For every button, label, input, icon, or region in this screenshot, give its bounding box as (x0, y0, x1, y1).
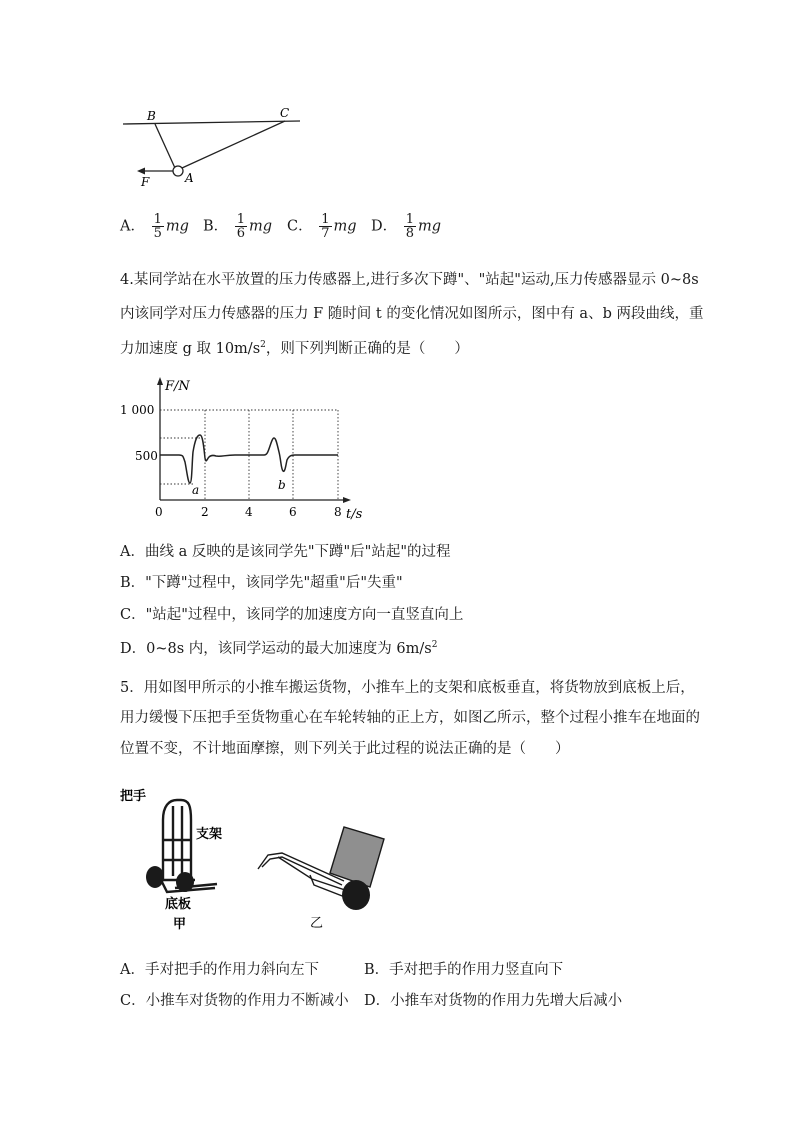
x-tick-0: 0 (155, 505, 163, 519)
hand-truck-upright-figure (115, 778, 250, 933)
label-handle: 把手 (120, 789, 147, 804)
x-tick-2: 2 (201, 505, 209, 519)
q3-option-c: C． $\frac{1}{7}$ mg (287, 212, 357, 241)
label-a: A (185, 171, 194, 185)
y-axis-arrow (157, 377, 163, 385)
y-axis-label: F/N (165, 379, 190, 394)
x-axis-label: t/s (346, 507, 363, 522)
label-base: 底板 (165, 897, 192, 912)
fraction: $\frac{1}{7}$ (321, 212, 330, 241)
q4-option-d: D．0~8s 内，该同学运动的最大加速度为 $6m/s^2$ (120, 640, 438, 657)
rope-ba (155, 124, 175, 168)
q5-option-d: D．小推车对货物的作用力先增大后减小 (364, 993, 623, 1009)
q3-option-b: B． $\frac{1}{6}$ mg (203, 212, 273, 241)
fraction: $\frac{1}{6}$ (236, 212, 246, 241)
q3-option-d: D． $\frac{1}{8}$ mg (371, 212, 442, 241)
q5-option-b: B．手对把手的作用力竖直向下 (364, 962, 564, 978)
label-yi: 乙 (310, 916, 324, 931)
label-b: B (147, 109, 156, 123)
label-bracket: 支架 (196, 827, 223, 842)
fraction: $\frac{1}{8}$ (405, 212, 415, 241)
x-tick-8: 8 (334, 505, 342, 519)
label-c: C (280, 106, 290, 120)
hand-truck-tilted-figure (252, 815, 402, 935)
ball-a (173, 166, 183, 176)
y-tick-1000: 1 000 (120, 403, 155, 417)
q4-stem-line-1: 4.某同学站在水平放置的压力传感器上,进行多次下蹲"、"站起"运动,压力传感器显示 0~8s (120, 272, 699, 288)
q5-option-c: C．小推车对货物的作用力不断减小 (120, 993, 349, 1009)
x-tick-4: 4 (245, 505, 253, 519)
q4-option-c: C．"站起"过程中，该同学的加速度方向一直竖直向上 (120, 607, 464, 623)
label-jia: 甲 (173, 917, 187, 932)
force-f-arrowhead (137, 168, 145, 175)
q5-stem-line-2: 用力缓慢下压把手至货物重心在车轮转轴的正上方，如图乙所示，整个过程小推车在地面的 (120, 710, 700, 726)
curve-label-b: b (278, 478, 286, 492)
q4-option-b: B．"下蹲"过程中，该同学先"超重"后"失重" (120, 575, 403, 591)
q4-stem-line-3: 力加速度 g 取 $10m/s^2$，则下列判断正确的是（ ） (120, 340, 469, 357)
q4-stem-line-2: 内该同学对压力传感器的压力 F 随时间 t 的变化情况如图所示，图中有 a、b 两段曲线，重 (120, 306, 704, 322)
q4-force-time-chart (115, 372, 375, 527)
q5-stem-line-3: 位置不变，不计地面摩擦，则下列关于此过程的说法正确的是（ ） (120, 741, 570, 757)
q5-stem-line-1: 5．用如图甲所示的小推车搬运货物，小推车上的支架和底板垂直，将货物放到底板上后， (120, 680, 695, 696)
fraction: $\frac{1}{5}$ (153, 212, 162, 241)
q3-force-diagram (115, 100, 315, 195)
y-tick-500: 500 (135, 449, 158, 463)
q4-option-a: A．曲线 a 反映的是该同学先"下蹲"后"站起"的过程 (120, 544, 451, 560)
q5-option-a: A．手对把手的作用力斜向左下 (120, 962, 319, 978)
rope-ca (182, 121, 285, 168)
label-f: F (141, 175, 150, 189)
x-axis-arrow (343, 497, 351, 503)
q3-option-a: A． $\frac{1}{5}$ mg (120, 212, 189, 241)
x-tick-6: 6 (289, 505, 297, 519)
curve-label-a: a (192, 483, 200, 497)
tilted-wheel (342, 880, 370, 910)
